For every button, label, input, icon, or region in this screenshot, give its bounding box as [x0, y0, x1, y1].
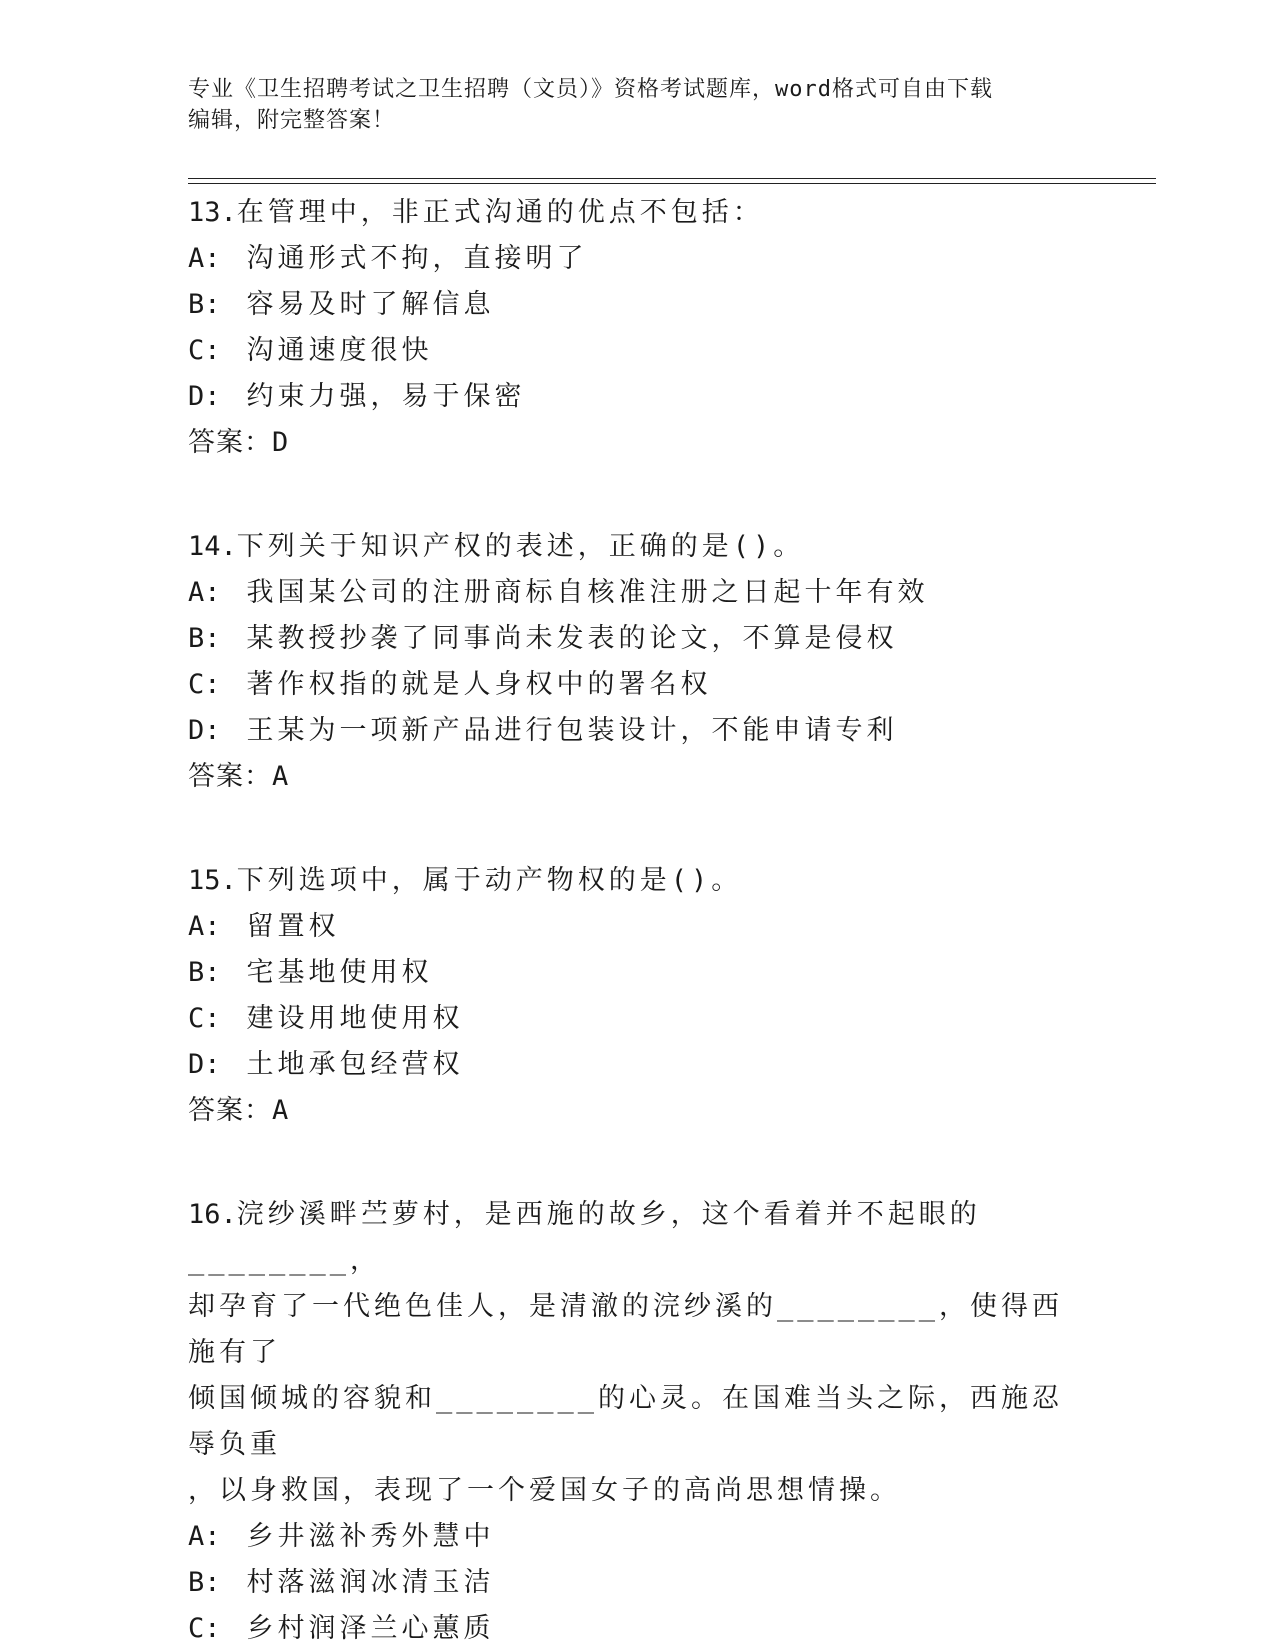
option-text: 宅基地使用权 [246, 957, 433, 988]
answer [188, 420, 1088, 466]
question-list [188, 190, 1088, 1652]
option-text: 留置权 [246, 911, 340, 942]
question-14 [188, 524, 1088, 800]
option-letter: D: [188, 381, 221, 412]
option-d [188, 708, 1088, 754]
option-text: 王某为一项新产品进行包装设计，不能申请专利 [246, 715, 898, 746]
question-stem: 下列选项中，属于动产物权的是()。 [236, 865, 743, 896]
question-number: 13. [188, 197, 237, 228]
answer-value: D [272, 427, 290, 458]
answer-value: A [272, 1095, 290, 1126]
header-line-1: 专业《卫生招聘考试之卫生招聘（文员）》资格考试题库，word格式可自由下载 [188, 77, 993, 102]
option-d [188, 1042, 1088, 1088]
option-letter: B: [188, 1567, 221, 1598]
option-letter: C: [188, 335, 221, 366]
question-stem-line-2: 却孕育了一代绝色佳人，是清澈的浣纱溪的________，使得西施有了 [188, 1291, 1064, 1368]
option-b [188, 1560, 1088, 1606]
question-stem: 下列关于知识产权的表述，正确的是()。 [236, 531, 805, 562]
option-a [188, 570, 1088, 616]
option-letter: D: [188, 715, 221, 746]
option-letter: C: [188, 669, 221, 700]
option-text: 村落滋润冰清玉洁 [246, 1567, 495, 1598]
option-c [188, 1606, 1088, 1652]
header-line-2: 编辑，附完整答案！ [188, 108, 396, 133]
question-stem-line-1: 浣纱溪畔苎萝村，是西施的故乡，这个看着并不起眼的________， [188, 1199, 981, 1276]
answer-label: 答案： [188, 1095, 272, 1126]
option-letter: B: [188, 289, 221, 320]
option-a [188, 236, 1088, 282]
option-c [188, 996, 1088, 1042]
header-divider-bottom [188, 183, 1156, 184]
option-b [188, 950, 1088, 996]
option-text: 乡村润泽兰心蕙质 [246, 1613, 495, 1644]
answer-value: A [272, 761, 290, 792]
answer-label: 答案： [188, 761, 272, 792]
option-text: 容易及时了解信息 [246, 289, 495, 320]
header-divider-top [188, 178, 1156, 179]
option-b [188, 282, 1088, 328]
option-text: 土地承包经营权 [246, 1049, 464, 1080]
option-text: 沟通形式不拘，直接明了 [246, 243, 588, 274]
option-letter: A: [188, 577, 221, 608]
question-15 [188, 858, 1088, 1134]
question-16 [188, 1192, 1088, 1652]
option-letter: A: [188, 243, 221, 274]
document-header [188, 74, 1088, 136]
option-letter: D: [188, 1049, 221, 1080]
answer [188, 1088, 1088, 1134]
question-stem-line-4: ，以身救国，表现了一个爱国女子的高尚思想情操。 [188, 1475, 901, 1506]
option-a [188, 904, 1088, 950]
option-text: 著作权指的就是人身权中的署名权 [246, 669, 712, 700]
question-stem-line-3: 倾国倾城的容貌和________的心灵。在国难当头之际，西施忍辱负重 [188, 1383, 1064, 1460]
question-stem: 在管理中，非正式沟通的优点不包括： [236, 197, 764, 228]
option-c [188, 662, 1088, 708]
question-number: 16. [188, 1199, 237, 1230]
option-text: 约束力强，易于保密 [246, 381, 526, 412]
option-a [188, 1514, 1088, 1560]
option-text: 沟通速度很快 [246, 335, 433, 366]
option-c [188, 328, 1088, 374]
option-d [188, 374, 1088, 420]
option-letter: B: [188, 623, 221, 654]
option-text: 建设用地使用权 [246, 1003, 464, 1034]
answer-label: 答案： [188, 427, 272, 458]
answer [188, 754, 1088, 800]
option-letter: A: [188, 1521, 221, 1552]
option-b [188, 616, 1088, 662]
option-letter: A: [188, 911, 221, 942]
option-letter: B: [188, 957, 221, 988]
option-text: 我国某公司的注册商标自核准注册之日起十年有效 [246, 577, 929, 608]
question-number: 15. [188, 865, 237, 896]
option-text: 某教授抄袭了同事尚未发表的论文，不算是侵权 [246, 623, 898, 654]
option-text: 乡井滋补秀外慧中 [246, 1521, 495, 1552]
question-13 [188, 190, 1088, 466]
option-letter: C: [188, 1613, 221, 1644]
question-number: 14. [188, 531, 237, 562]
option-letter: C: [188, 1003, 221, 1034]
